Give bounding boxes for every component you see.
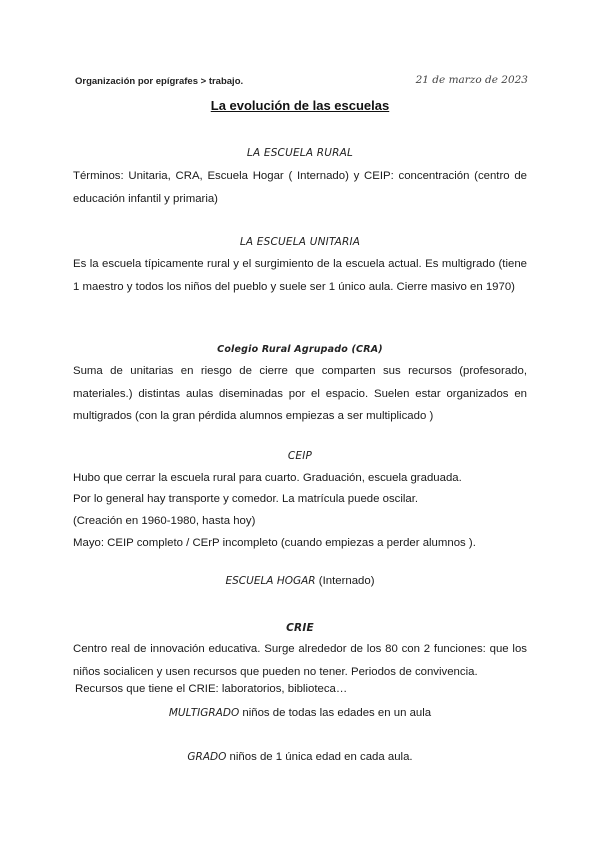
section-hogar-suffix: (Internado) [318,575,375,587]
definition-term-multigrado: MULTIGRADO [168,707,240,719]
section-heading-rural: LA ESCUELA RURAL [246,147,354,159]
ceip-line-2: Por lo general hay transporte y comedor. La matrícula puede oscilar. [73,493,419,505]
section-extra-crie: Recursos que tiene el CRIE: laboratorios, biblioteca… [75,683,348,695]
ceip-line-3: (Creación en 1960-1980, hasta hoy) [73,515,256,527]
section-heading-cra: Colegio Rural Agrupado (CRA) [217,344,383,355]
section-text-rural: Términos: Unitaria, CRA, Escuela Hogar ( Internado) y CEIP: concentración (centro de educación infantil y primaria) [73,170,527,205]
ceip-line-4: Mayo: CEIP completo / CErP incompleto (cuando empiezas a perder alumnos ). [73,537,476,549]
section-heading-hogar: ESCUELA HOGAR [225,575,316,587]
section-text-unitaria: Es la escuela típicamente rural y el surgimiento de la escuela actual. Es multigrado (tiene 1 maestro y todos los niños del pueblo y suele ser 1 único aula. Cierre masivo en 1970) [73,258,527,293]
definition-text-grado: niños de 1 única edad en cada aula. [229,751,413,763]
section-heading-crie: CRIE [286,622,314,634]
section-row-hogar [0,575,600,587]
definition-text-multigrado: niños de todas las edades en un aula [242,707,432,719]
header-breadcrumb: Organización por epígrafes > trabajo. [75,76,244,87]
section-text-crie: Centro real de innovación educativa. Surge alrededor de los 80 con 2 funciones: que los niños socialicen y usen recursos que pueden no tener. Periodos de convivencia. [73,643,527,678]
definition-grado [0,751,600,763]
header-date: 21 de marzo de 2023 [415,74,528,86]
section-text-cra: Suma de unitarias en riesgo de cierre que comparten sus recursos (profesorado, materiales.) distintas aulas diseminadas por el espacio. Suelen estar organizados en multigrados (con la gran pérdida alumnos empiezas a ser multiplicado ) [73,365,527,422]
section-heading-ceip: CEIP [287,450,313,462]
definition-term-grado: GRADO [187,751,227,763]
definition-multigrado [0,707,600,719]
page-title: La evolución de las escuelas [210,98,390,113]
ceip-line-1: Hubo que cerrar la escuela rural para cuarto. Graduación, escuela graduada. [73,472,462,484]
section-heading-unitaria: LA ESCUELA UNITARIA [239,236,361,248]
